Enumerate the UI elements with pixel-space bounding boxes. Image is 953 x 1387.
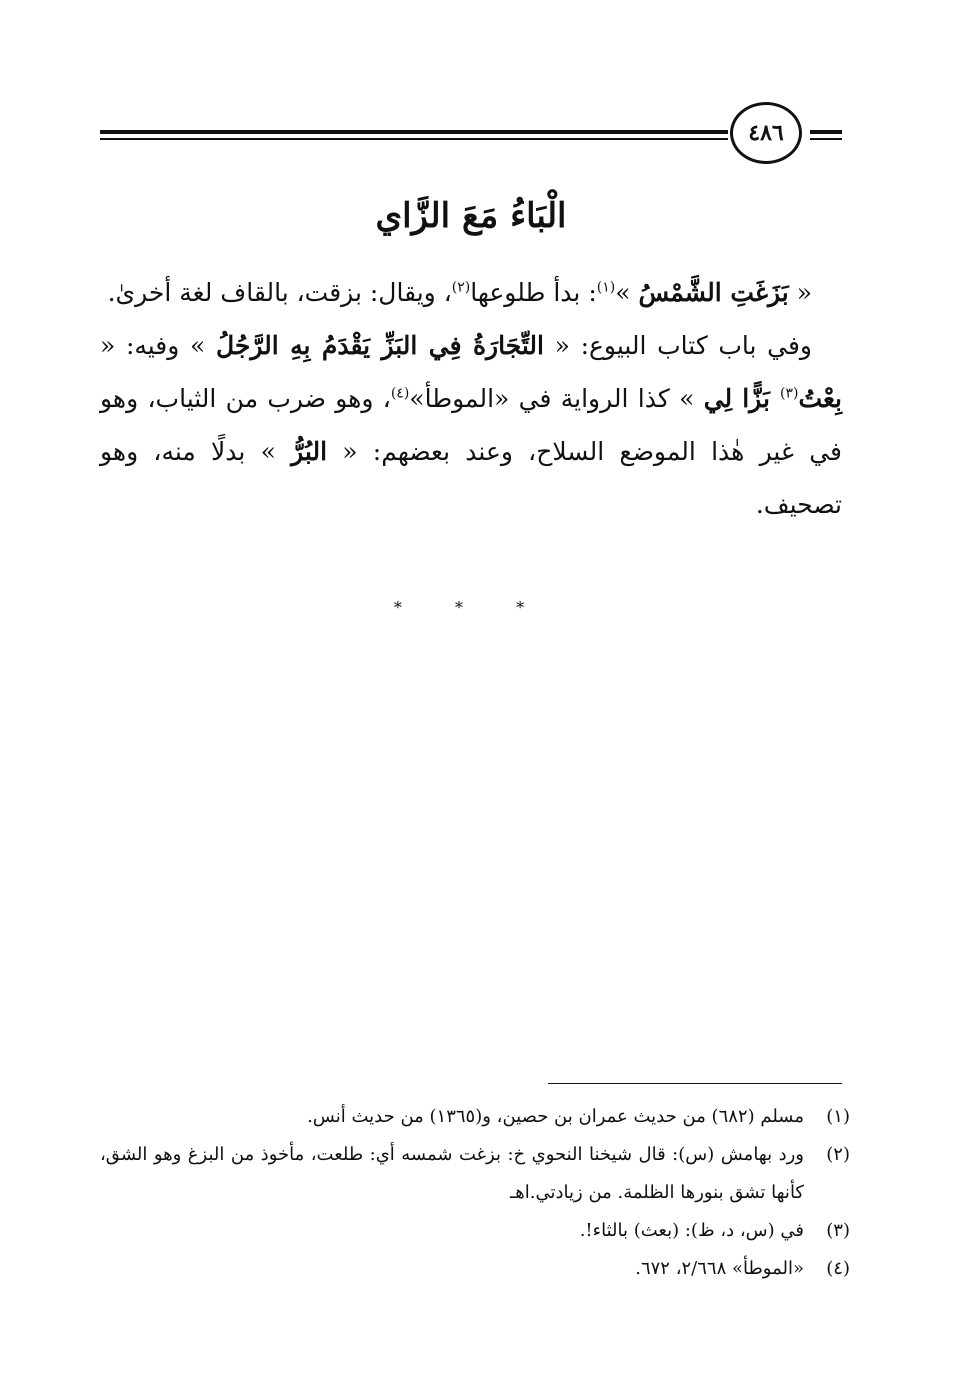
hadith-phrase: التِّجَارَةُ فِي البَزِّ يَقْدَمُ بِهِ الرَّجُلُ (215, 331, 544, 360)
paragraph-text: » وفيه: « (100, 331, 216, 360)
footnote-text: «الموطأ» ٢/٦٦٨، ٦٧٢. (635, 1258, 804, 1279)
header-rule-thin (100, 138, 728, 140)
chapter-title: الْبَاءُ مَعَ الزَّاي (375, 196, 567, 236)
paragraph-text: وفي باب كتاب البيوع: « (544, 331, 813, 360)
paragraph-1 (100, 266, 842, 319)
section-separator: * * * (393, 598, 549, 617)
headword: بَزَغَتِ الشَّمْسُ (638, 278, 789, 307)
paragraph-2 (100, 319, 842, 531)
hadith-phrase: بِعْتُ (798, 384, 843, 413)
hadith-phrase: بَزًّا لِي (703, 384, 780, 413)
variant-word: البُرُّ (291, 437, 328, 466)
paragraph-text: ، ويقال: بزقت، بالقاف لغة أخرىٰ. (107, 278, 452, 307)
footnote (100, 1250, 850, 1288)
quote-close: » (615, 278, 639, 307)
body-text (100, 266, 842, 531)
page-number: ٤٨٦ (730, 102, 802, 164)
quote-open: « (788, 278, 812, 307)
footnote-ref-2: (٢) (451, 279, 471, 296)
footnote (100, 1136, 850, 1212)
header-rule-right-thin (810, 138, 842, 140)
footnote-text: في (س، د، ظ): (بعث) بالثاء!. (579, 1220, 804, 1241)
paragraph-text: » كذا الرواية في «الموطأ» (409, 384, 704, 413)
footnote-ref-3: (٣) (779, 385, 799, 402)
footnote-text: ورد بهامش (س): قال شيخنا النحوي خ: بزغت شمسه أي: طلعت، مأخوذ من البزغ وهو الشق، كأنها تشق بنورها الظلمة. من زيادتي.اهـ (100, 1144, 804, 1203)
footnote-number: (٣) (826, 1220, 850, 1241)
footnote-number: (١) (826, 1106, 850, 1127)
footnotes (100, 1098, 850, 1288)
footnote-ref-1: (١) (596, 279, 616, 296)
paragraph-text: : بدأ طلوعها (470, 278, 597, 307)
footnote-number: (٢) (826, 1144, 850, 1165)
header-rule-right-thick (810, 130, 842, 134)
page-header (100, 98, 842, 178)
footnote (100, 1212, 850, 1250)
footnote-divider (548, 1083, 842, 1084)
paragraph-text: » بدلًا منه، وهو تصحيف. (100, 437, 842, 519)
footnote-ref-4: (٤) (390, 385, 410, 402)
footnote-text: مسلم (٦٨٢) من حديث عمران بن حصين، و(١٣٦٥) من حديث أنس. (307, 1106, 804, 1127)
footnote-number: (٤) (826, 1258, 850, 1279)
footnote (100, 1098, 850, 1136)
header-rule-thick (100, 130, 728, 134)
paragraph-text: ، وهو ضرب من الثياب، وهو في غير هٰذا الموضع السلاح، وعند بعضهم: « (100, 384, 842, 466)
